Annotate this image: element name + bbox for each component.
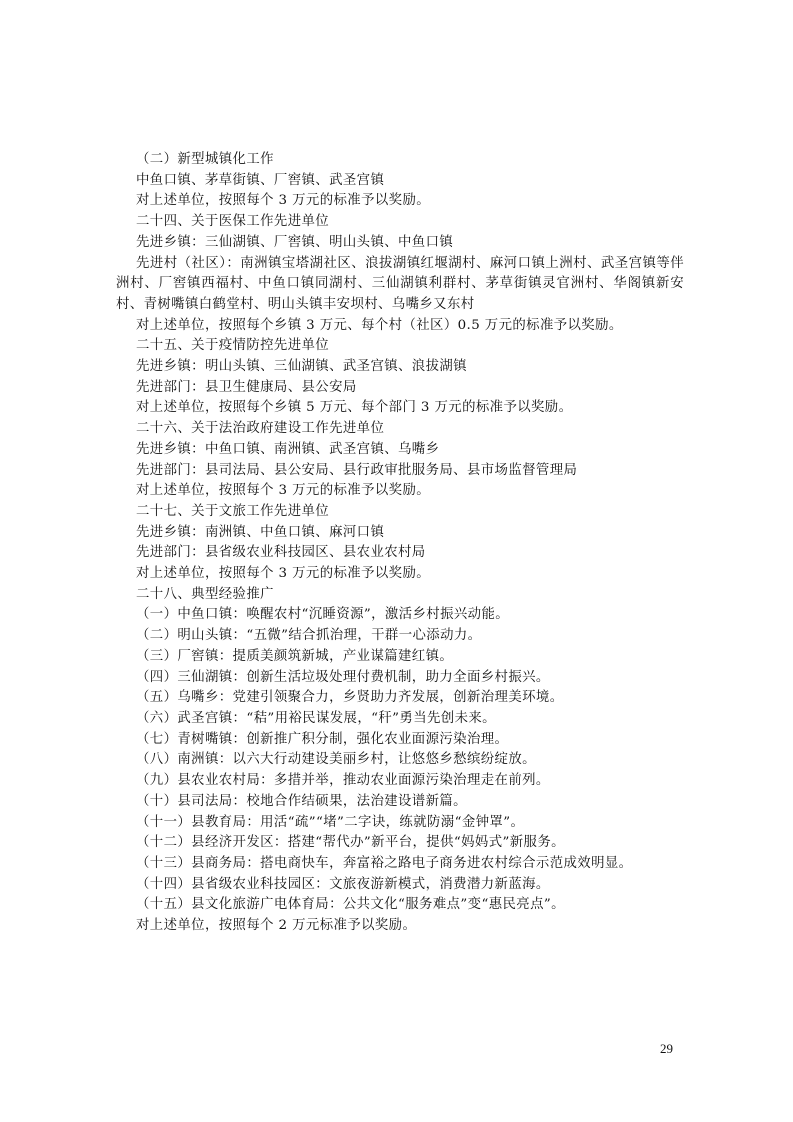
- section-heading: 二十七、关于文旅工作先进单位: [136, 503, 330, 519]
- list-item: （十一）县教育局：用活“疏”“堵”二字诀，练就防溺“金钟罩”。: [136, 814, 525, 830]
- document-body: [116, 150, 684, 937]
- section-heading: 二十四、关于医保工作先进单位: [136, 214, 330, 230]
- list-item: （一）中鱼口镇：唤醒农村“沉睡资源”，激活乡村振兴动能。: [136, 607, 510, 623]
- section-heading: 二十八、典型经验推广: [136, 586, 274, 602]
- list-item: （七）青树嘴镇：创新推广积分制，强化农业面源污染治理。: [136, 731, 509, 747]
- paragraph: 先进乡镇：南洲镇、中鱼口镇、麻河口镇: [136, 524, 385, 540]
- paragraph: 先进部门：县卫生健康局、县公安局: [136, 379, 357, 395]
- section-heading: 二十六、关于法治政府建设工作先进单位: [136, 421, 385, 437]
- paragraph: 对上述单位，按照每个乡镇 5 万元、每个部门 3 万元的标准予以奖励。: [136, 400, 573, 416]
- list-item: （三）厂窖镇：提质美颜筑新城，产业谋篇建红镇。: [136, 648, 454, 664]
- list-item: （六）武圣宫镇：“秸”用裕民谋发展，“秆”勇当先创未来。: [136, 710, 496, 726]
- list-item: （十五）县文化旅游广电体育局：公共文化“服务难点”变“惠民亮点”。: [136, 897, 565, 913]
- paragraph: 先进乡镇：明山头镇、三仙湖镇、武圣宫镇、浪拔湖镇: [136, 359, 467, 375]
- paragraph: 先进乡镇：中鱼口镇、南洲镇、武圣宫镇、乌嘴乡: [136, 441, 440, 457]
- paragraph: 对上述单位，按照每个 3 万元的标准予以奖励。: [136, 566, 431, 582]
- list-item: （四）三仙湖镇：创新生活垃圾处理付费机制，助力全面乡村振兴。: [136, 669, 550, 685]
- list-item: （八）南洲镇：以六大行动建设美丽乡村，让悠悠乡愁缤纷绽放。: [136, 752, 536, 768]
- paragraph: 先进乡镇：三仙湖镇、厂窖镇、明山头镇、中鱼口镇: [136, 234, 454, 250]
- section-heading: 二十五、关于疫情防控先进单位: [136, 338, 330, 354]
- paragraph: 中鱼口镇、茅草街镇、厂窖镇、武圣宫镇: [136, 172, 385, 188]
- paragraph: 对上述单位，按照每个乡镇 3 万元、每个村（社区）0.5 万元的标准予以奖励。: [136, 317, 623, 333]
- paragraph: 先进村（社区）：南洲镇宝塔湖社区、浪拔湖镇红堰湖村、麻河口镇上洲村、武圣宫镇等伴洲村、厂窖镇西福村、中鱼口镇同湖村、三仙湖镇利群村、茅草街镇灵官洲村、华阁镇新安村、青树嘴镇白鹤堂村、明山头镇丰安坝村、乌嘴乡又东村: [116, 255, 684, 312]
- paragraph: 对上述单位，按照每个 2 万元标准予以奖励。: [136, 918, 417, 934]
- list-item: （十二）县经济开发区：搭建“帮代办”新平台，提供“妈妈式”新服务。: [136, 835, 565, 851]
- list-item: （十四）县省级农业科技园区：文旅夜游新模式，消费潜力新蓝海。: [136, 876, 550, 892]
- list-item: （九）县农业农村局：多措并举，推动农业面源污染治理走在前列。: [136, 773, 550, 789]
- paragraph: 先进部门：县省级农业科技园区、县农业农村局: [136, 545, 426, 561]
- paragraph: （二）新型城镇化工作: [136, 152, 274, 167]
- list-item: （十）县司法局：校地合作结硕果，法治建设谱新篇。: [136, 793, 467, 809]
- page-number: 29: [660, 1041, 673, 1056]
- list-item: （十三）县商务局：搭电商快车，奔富裕之路电子商务进农村综合示范成效明显。: [136, 855, 633, 871]
- list-item: （二）明山头镇：“五微”结合抓治理，干群一心添动力。: [136, 628, 482, 644]
- list-item: （五）乌嘴乡：党建引领聚合力，乡贤助力齐发展，创新治理美环境。: [136, 690, 564, 706]
- paragraph: 对上述单位，按照每个 3 万元的标准予以奖励。: [136, 483, 431, 499]
- paragraph: 先进部门：县司法局、县公安局、县行政审批服务局、县市场监督管理局: [136, 462, 578, 478]
- paragraph: 对上述单位，按照每个 3 万元的标准予以奖励。: [136, 193, 431, 209]
